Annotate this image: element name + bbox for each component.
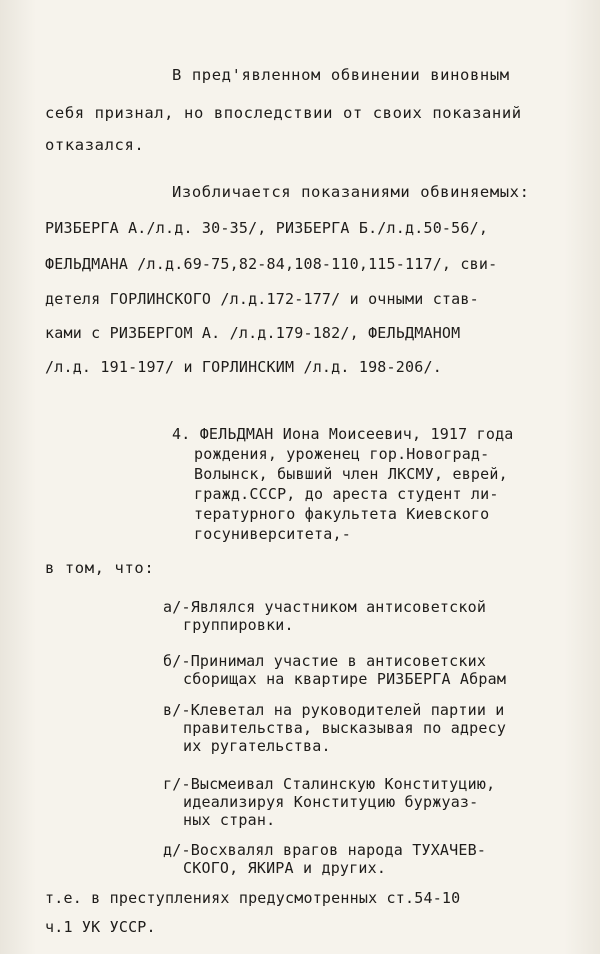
- doc-line: В пред'явленном обвинении виновным: [172, 66, 510, 84]
- doc-line: т.е. в преступлениях предусмотренных ст.54-10: [45, 889, 461, 907]
- doc-line: Изобличается показаниями обвиняемых:: [172, 183, 530, 201]
- doc-line: ФЕЛЬДМАНА /л.д.69-75,82-84,108-110,115-117/, сви-: [45, 255, 498, 273]
- doc-line: /л.д. 191-197/ и ГОРЛИНСКИМ /л.д. 198-206/.: [45, 358, 442, 376]
- charge-line: ных стран.: [183, 811, 276, 829]
- doc-line: госуниверситета,-: [194, 525, 351, 543]
- doc-line: детеля ГОРЛИНСКОГО /л.д.172-177/ и очными став-: [45, 290, 479, 308]
- doc-line: отказался.: [45, 136, 145, 154]
- charge-line: в/-Клеветал на руководителей партии и: [163, 701, 505, 719]
- doc-line: Волынск, бывший член ЛКСМУ, еврей,: [194, 465, 508, 483]
- charge-line: СКОГО, ЯКИРА и других.: [183, 859, 387, 877]
- charge-line: правительства, высказывая по адресу: [183, 719, 507, 737]
- charge-line: идеализируя Конституцию буржуаз-: [183, 793, 479, 811]
- charge-line: группировки.: [183, 616, 294, 634]
- doc-line: рождения, уроженец гор.Новоград-: [194, 445, 490, 463]
- charge-line: сборищах на квартире РИЗБЕРГА Абрам: [183, 670, 507, 688]
- doc-line: в том, что:: [45, 559, 155, 577]
- doc-line: ками с РИЗБЕРГОМ А. /л.д.179-182/, ФЕЛЬДМАНОМ: [45, 324, 461, 342]
- doc-line: РИЗБЕРГА А./л.д. 30-35/, РИЗБЕРГА Б./л.д.50-56/,: [45, 219, 489, 237]
- doc-line: 4. ФЕЛЬДМАН Иона Моисеевич, 1917 года: [172, 425, 514, 443]
- doc-line: себя признал, но впоследствии от своих показаний: [45, 104, 522, 122]
- charge-line: б/-Принимал участие в антисоветских: [163, 652, 487, 670]
- doc-line: гражд.СССР, до ареста студент ли-: [194, 485, 499, 503]
- charge-line: г/-Высмеивал Сталинскую Конституцию,: [163, 775, 496, 793]
- charge-line: а/-Являлся участником антисоветской: [163, 598, 487, 616]
- doc-line: тературного факультета Киевского: [194, 505, 490, 523]
- charge-line: их ругательства.: [183, 737, 331, 755]
- doc-line: ч.1 УК УССР.: [45, 918, 156, 936]
- charge-line: д/-Восхвалял врагов народа ТУХАЧЕВ-: [163, 841, 487, 859]
